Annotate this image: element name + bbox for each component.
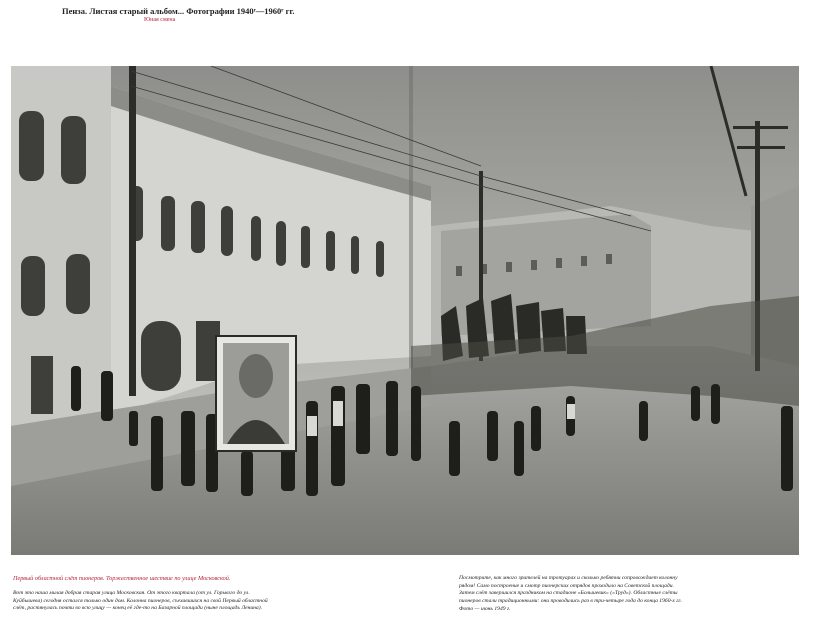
- portrait-poster-icon: [216, 336, 296, 451]
- section-subtitle: Юная смена: [144, 17, 176, 23]
- photo-caption-left: Вот это наша милая добрая старая улица Московская. От этого квартала (от ул. Горького до ул. Куйбышева) сегодня остался только один дом. Колонна пионеров, съехавшихся на свой Первый областной слёт, растянулась почти во всю улицу — конец её где-то на Базарной площади (ныне площадь Ленина).: [13, 590, 268, 612]
- utility-pole: [129, 66, 136, 396]
- street-parade-photo: [11, 66, 799, 555]
- photo-caption-title: Первый областной слёт пионеров. Торжественное шествие по улице Московской.: [13, 575, 231, 582]
- page-header: [62, 6, 294, 23]
- photo-caption-right: Посмотрите, как много зрителей на тротуарах и сколько ребятни сопровождает колонну рядом! Само построение и смотр пионерских отрядов проходило на Советской площади. Затем слёт завершился праздником на стадионе «Большевик» («Труд»). Областные слёты пионеров стали традиционными: они проводились раз в три-четыре года до конца 1960-х гг. Фото — июнь 1949 г.: [459, 575, 682, 612]
- book-title: Пенза. Листая старый альбом... Фотографии 1940ʳ—1960ʳ гг.: [62, 6, 295, 16]
